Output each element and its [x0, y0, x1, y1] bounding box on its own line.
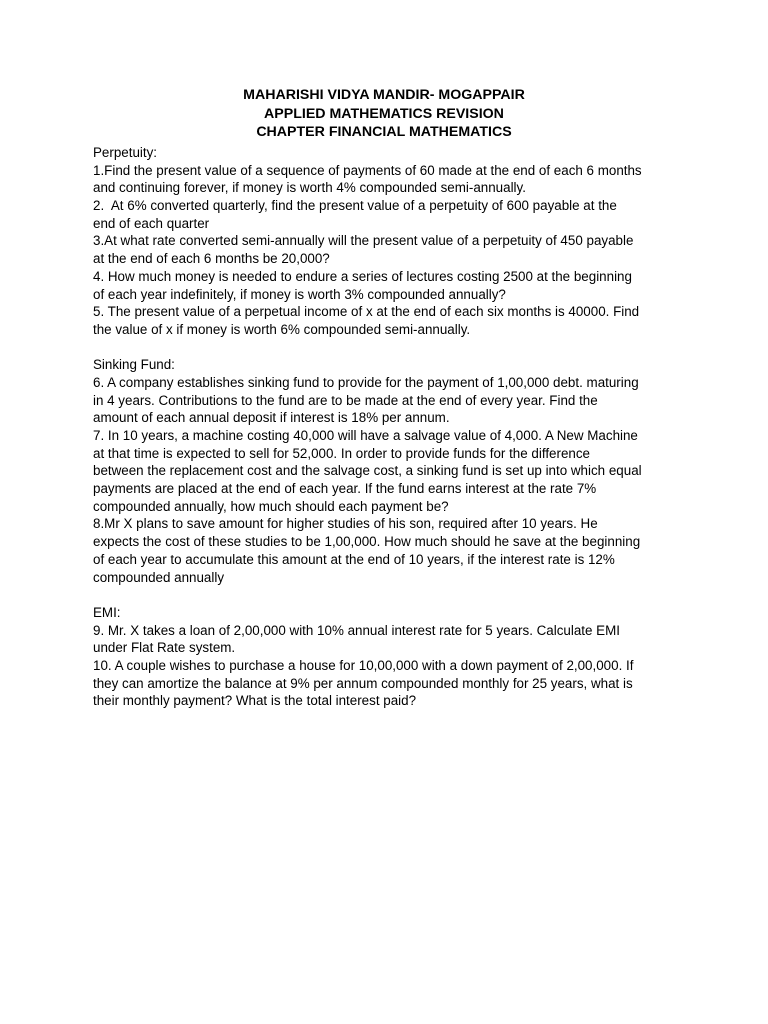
document-body	[93, 144, 688, 710]
text-line: their monthly payment? What is the total interest paid?	[93, 693, 417, 709]
text-line: end of each quarter	[93, 215, 210, 231]
section-perpetuity	[93, 144, 688, 339]
section-heading: Perpetuity:	[93, 145, 158, 160]
school-name: MAHARISHI VIDYA MANDIR- MOGAPPAIR	[243, 87, 525, 103]
text-line: at that time is expected to sell for 52,000. In order to provide funds for the difference	[93, 445, 590, 461]
text-line: 9. Mr. X takes a loan of 2,00,000 with 10% annual interest rate for 5 years. Calculate EMI	[93, 622, 620, 638]
text-line: at the end of each 6 months be 20,000?	[93, 251, 330, 267]
text-line: in 4 years. Contributions to the fund are to be made at the end of every year. Find the	[93, 392, 598, 408]
text-line: 6. A company establishes sinking fund to provide for the payment of 1,00,000 debt. maturing	[93, 374, 639, 390]
text-line: 3.At what rate converted semi-annually will the present value of a perpetuity of 450 payable	[93, 233, 634, 249]
text-line: of each year to accumulate this amount at the end of 10 years, if the interest rate is 12%	[93, 551, 615, 567]
text-line: under Flat Rate system.	[93, 640, 236, 656]
text-line: 4. How much money is needed to endure a series of lectures costing 2500 at the beginning	[93, 268, 632, 284]
text-line: compounded annually, how much should each payment be?	[93, 498, 449, 514]
section-spacer	[93, 339, 688, 357]
section-heading: Sinking Fund:	[93, 357, 175, 373]
text-line: 2. At 6% converted quarterly, find the present value of a perpetuity of 600 payable at the	[93, 198, 617, 214]
text-line: expects the cost of these studies to be 1,00,000. How much should he save at the beginning	[93, 534, 641, 550]
document-header	[0, 86, 768, 142]
text-line: 5. The present value of a perpetual income of x at the end of each six months is 40000. Find	[93, 304, 640, 320]
text-line: of each year indefinitely, if money is worth 3% compounded annually?	[93, 286, 506, 302]
text-line: amount of each annual deposit if interest is 18% per annum.	[93, 410, 450, 426]
text-line: the value of x if money is worth 6% compounded semi-annually.	[93, 321, 471, 337]
text-line: compounded annually	[93, 569, 225, 585]
text-line: and continuing forever, if money is worth 4% compounded semi-annually.	[93, 180, 526, 196]
text-line: 1.Find the present value of a sequence of payments of 60 made at the end of each 6 months	[93, 162, 642, 178]
section-spacer	[93, 586, 688, 604]
chapter-title: CHAPTER FINANCIAL MATHEMATICS	[256, 124, 512, 140]
subject-title: APPLIED MATHEMATICS REVISION	[264, 105, 504, 122]
text-line: 8.Mr X plans to save amount for higher studies of his son, required after 10 years. He	[93, 516, 598, 532]
section-heading: EMI:	[93, 604, 121, 620]
text-line: between the replacement cost and the salvage cost, a sinking fund is set up into which equal	[93, 463, 642, 479]
text-line: 7. In 10 years, a machine costing 40,000 will have a salvage value of 4,000. A New Machine	[93, 428, 638, 443]
text-line: payments are placed at the end of each year. If the fund earns interest at the rate 7%	[93, 481, 597, 497]
text-line: 10. A couple wishes to purchase a house for 10,00,000 with a down payment of 2,00,000. If	[93, 657, 634, 673]
text-line: they can amortize the balance at 9% per annum compounded monthly for 25 years, what is	[93, 675, 633, 691]
section-sinking-fund	[93, 356, 688, 586]
section-emi	[93, 604, 688, 710]
